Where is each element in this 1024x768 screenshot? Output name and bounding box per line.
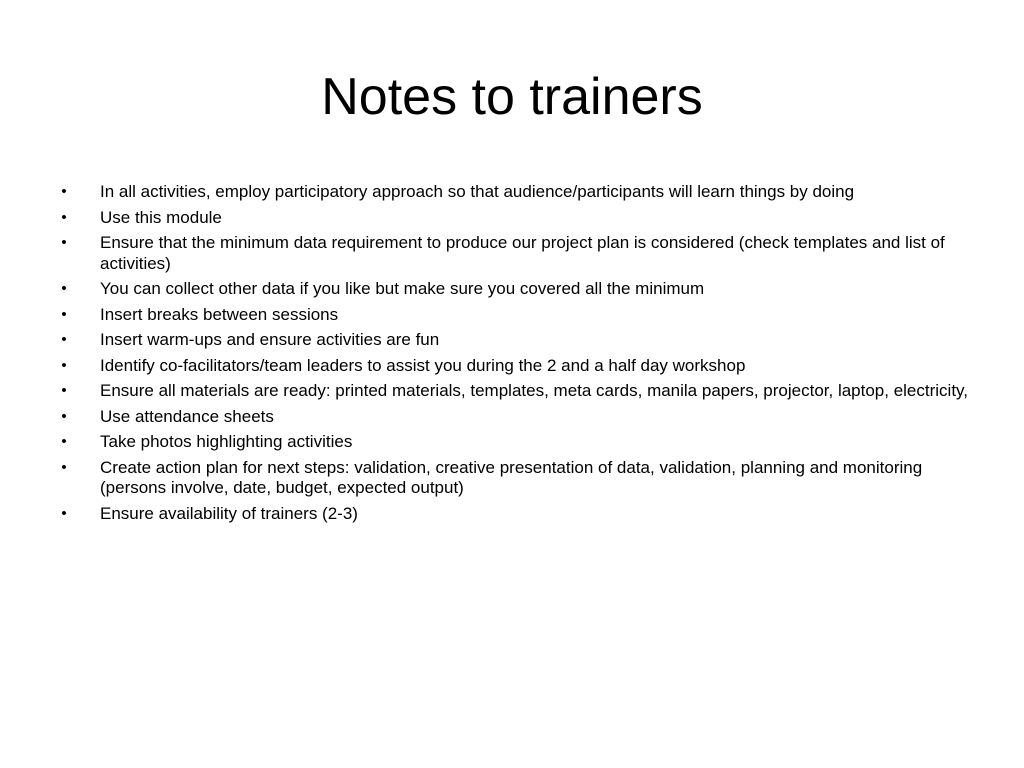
bullet-item <box>58 458 970 499</box>
bullet-icon: • <box>61 433 67 450</box>
bullet-list <box>58 182 970 529</box>
bullet-text: Ensure all materials are ready: printed materials, templates, meta cards, manila papers, projector, laptop, electricity, <box>100 381 969 400</box>
bullet-item <box>58 279 970 300</box>
bullet-text: Take photos highlighting activities <box>100 432 353 451</box>
bullet-text: Identify co-facilitators/team leaders to assist you during the 2 and a half day workshop <box>100 355 746 375</box>
bullet-text: Create action plan for next steps: validation, creative presentation of data, validation, planning and monitoring (persons involve, date, budget, expected output) <box>100 457 923 497</box>
bullet-item <box>58 407 970 428</box>
bullet-text: Insert breaks between sessions <box>100 304 339 324</box>
bullet-text: Use attendance sheets <box>100 406 274 426</box>
bullet-text: Insert warm-ups and ensure activities are fun <box>100 330 440 349</box>
bullet-item <box>58 381 970 402</box>
bullet-icon: • <box>61 382 67 399</box>
bullet-item <box>58 233 970 274</box>
bullet-item <box>58 504 970 525</box>
bullet-item <box>58 432 970 453</box>
slide-title: Notes to trainers <box>321 68 703 126</box>
bullet-icon: • <box>61 280 67 297</box>
bullet-text: In all activities, employ participatory approach so that audience/participants will learn things by doing <box>100 182 855 201</box>
bullet-icon: • <box>61 234 67 251</box>
bullet-text: Ensure availability of trainers (2-3) <box>100 503 358 523</box>
bullet-text: You can collect other data if you like but make sure you covered all the minimum <box>100 279 705 298</box>
bullet-icon: • <box>61 305 67 323</box>
bullet-item <box>58 330 970 351</box>
bullet-item <box>58 305 970 326</box>
bullet-icon: • <box>61 331 67 348</box>
bullet-item <box>58 356 970 377</box>
bullet-text: Ensure that the minimum data requirement to produce our project plan is considered (check templates and list of activities) <box>100 233 945 273</box>
bullet-icon: • <box>61 407 67 425</box>
bullet-icon: • <box>61 504 67 522</box>
bullet-item <box>58 208 970 229</box>
bullet-icon: • <box>61 356 67 374</box>
bullet-text: Use this module <box>100 207 222 227</box>
bullet-icon: • <box>61 208 67 226</box>
bullet-icon: • <box>61 183 67 200</box>
bullet-item <box>58 182 970 203</box>
bullet-icon: • <box>61 458 67 476</box>
